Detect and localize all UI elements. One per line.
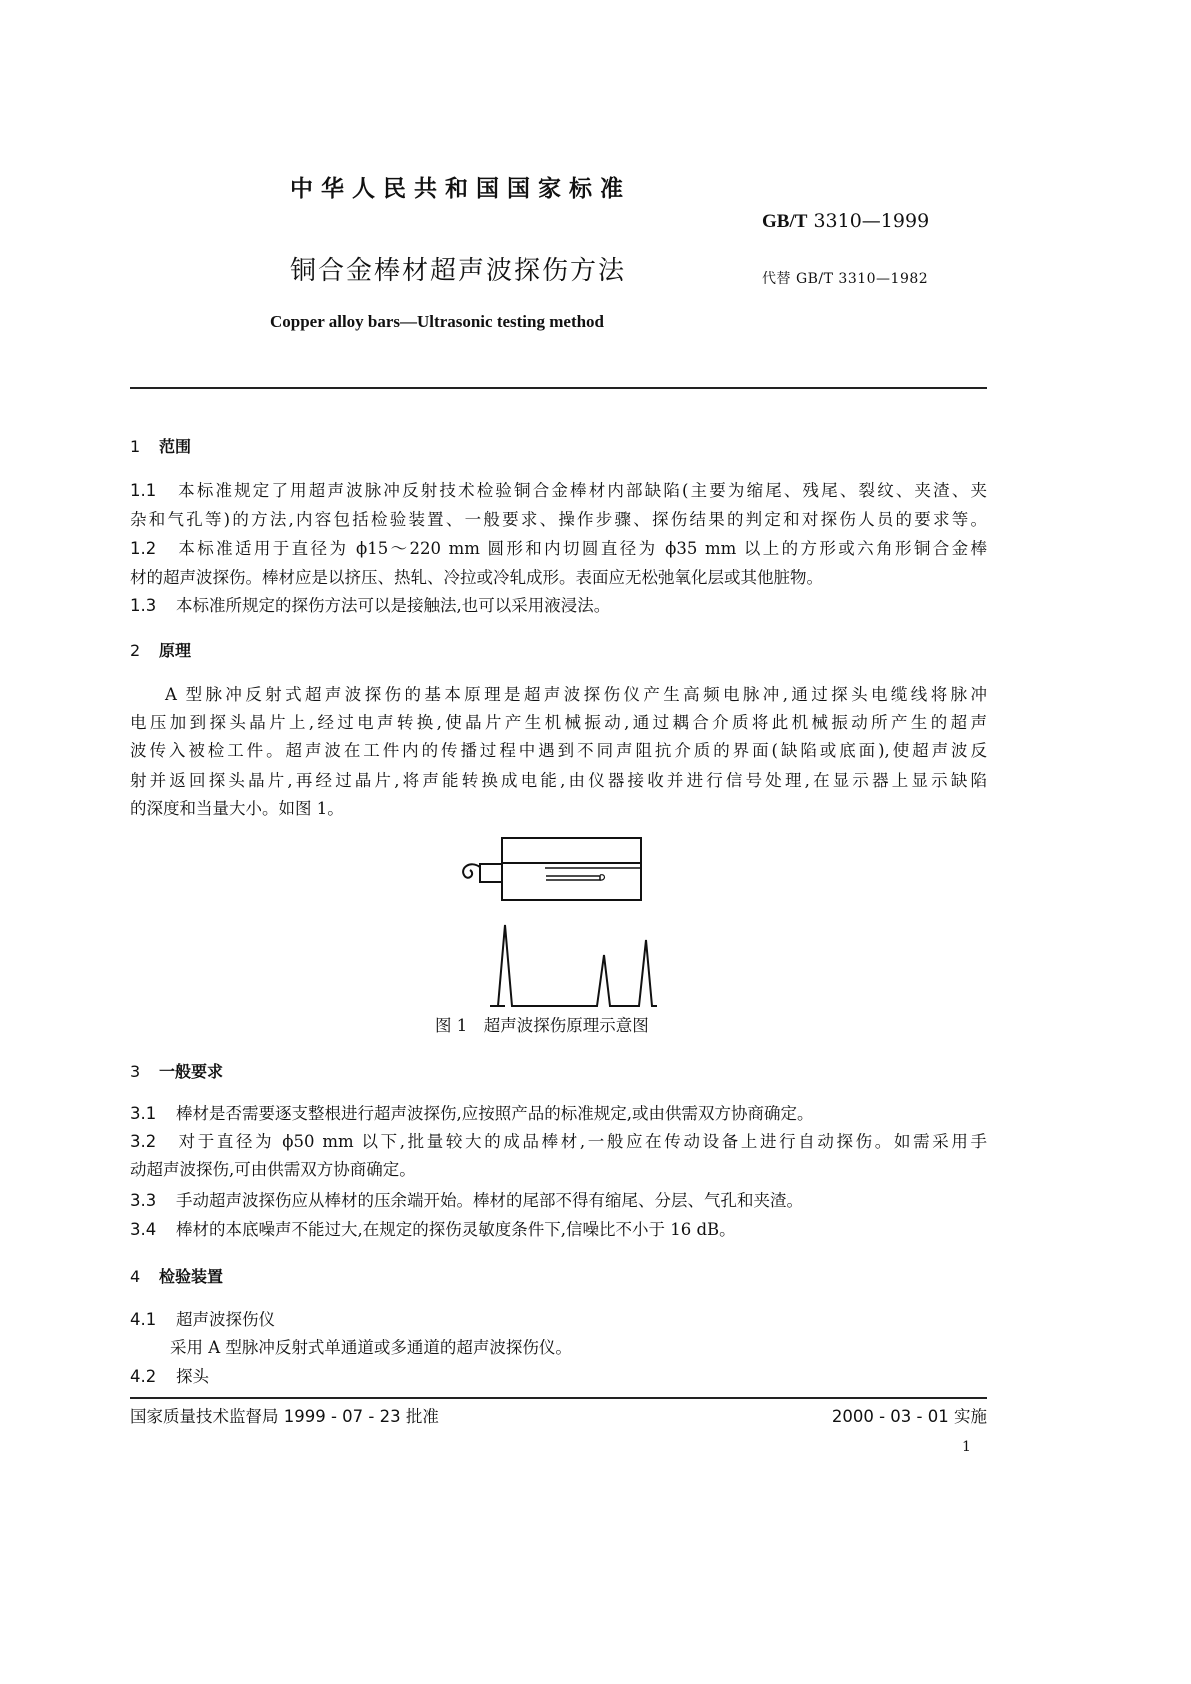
clause-line xyxy=(130,1312,987,1329)
clause-number: 4.1 xyxy=(130,1310,157,1329)
section-number: 3 xyxy=(130,1062,141,1081)
paragraph-line: 射并返回探头晶片,再经过晶片,将声能转换成电能,由仪器接收并进行信号处理,在显示器上显示缺陷 xyxy=(130,771,987,790)
clause-number: 3.3 xyxy=(130,1191,157,1210)
clause-text: 动超声波探伤,可由供需双方协商确定。 xyxy=(130,1160,416,1179)
section-title: 检验装置 xyxy=(159,1267,224,1286)
section-heading xyxy=(130,439,191,455)
section-title: 原理 xyxy=(159,641,192,660)
clause-text: 棒材是否需要逐支整根进行超声波探伤,应按照产品的标准规定,或由供需双方协商确定。 xyxy=(176,1104,814,1123)
page-number: 1 xyxy=(962,1439,971,1455)
clause-number: 3.1 xyxy=(130,1104,157,1123)
clause-text: 本标准所规定的探伤方法可以是接触法,也可以采用液浸法。 xyxy=(176,596,611,615)
paragraph-line: 电压加到探头晶片上,经过电声转换,使晶片产生机械振动,通过耦合介质将此机械振动所产生的超声 xyxy=(130,713,987,732)
section-number: 4 xyxy=(130,1267,141,1286)
clause-line xyxy=(130,541,987,558)
clause-line xyxy=(130,1134,987,1151)
clause-number: 4.2 xyxy=(130,1367,157,1386)
clause-number: 1.2 xyxy=(130,539,157,558)
clause-text: 材的超声波探伤。棒材应是以挤压、热轧、冷拉或冷轧成形。表面应无松弛氧化层或其他脏物。 xyxy=(130,568,823,587)
clause-text: 对于直径为 ϕ50 mm 以下,批量较大的成品棒材,一般应在传动设备上进行自动探伤。如需采用手 xyxy=(176,1132,987,1151)
effective-note: 2000 - 03 - 01 实施 xyxy=(831,1407,987,1426)
clause-text: 杂和气孔等)的方法,内容包括检验装置、一般要求、操作步骤、探伤结果的判定和对探伤人员的要求等。 xyxy=(130,510,987,529)
clause-number: 1.3 xyxy=(130,596,157,615)
clause-text: 手动超声波探伤应从棒材的压余端开始。棒材的尾部不得有缩尾、分层、气孔和夹渣。 xyxy=(176,1191,803,1210)
clause-text: 超声波探伤仪 xyxy=(176,1310,275,1329)
defect-line xyxy=(546,876,600,880)
section-heading xyxy=(130,643,191,659)
clause-number: 1.1 xyxy=(130,481,157,500)
clause-line xyxy=(130,1193,987,1210)
replaces-note: 代替 GB/T 3310—1982 xyxy=(762,271,929,287)
header-rule xyxy=(130,387,987,389)
clause-line xyxy=(130,598,987,615)
section-number: 2 xyxy=(130,641,141,660)
section-title: 范围 xyxy=(159,437,192,456)
clause-line xyxy=(130,1106,987,1123)
clause-line xyxy=(130,483,987,500)
clause-text: 采用 A 型脉冲反射式单通道或多通道的超声波探伤仪。 xyxy=(170,1338,572,1357)
paragraph-line: 波传入被检工件。超声波在工件内的传播过程中遇到不同声阻抗介质的界面(缺陷或底面),使超声波反 xyxy=(130,741,987,760)
section-heading xyxy=(130,1064,223,1080)
paragraph-line: 的深度和当量大小。如图 1。 xyxy=(130,799,344,818)
clause-line xyxy=(130,1162,987,1179)
standard-code xyxy=(762,212,929,231)
clause-text: 本标准规定了用超声波脉冲反射技术检验铜合金棒材内部缺陷(主要为缩尾、残尾、裂纹、夹渣、夹 xyxy=(176,481,987,500)
approval-note: 国家质量技术监督局 1999 - 07 - 23 批准 xyxy=(130,1407,439,1426)
cable-coil-icon xyxy=(463,864,480,877)
code-prefix: GB/T xyxy=(762,211,808,232)
clause-line xyxy=(130,570,987,587)
probe-icon xyxy=(480,864,502,882)
national-standard-heading: 中华人民共和国国家标准 xyxy=(290,176,631,202)
workpiece-outline xyxy=(502,838,641,900)
clause-text: 棒材的本底噪声不能过大,在规定的探伤灵敏度条件下,信噪比不小于 16 dB。 xyxy=(176,1220,736,1239)
clause-line xyxy=(130,1369,987,1386)
clause-line xyxy=(170,1340,992,1357)
clause-text: 本标准适用于直径为 ϕ15～220 mm 圆形和内切圆直径为 ϕ35 mm 以上的方形或六角形铜合金棒 xyxy=(176,539,987,558)
english-title: Copper alloy bars—Ultrasonic testing method xyxy=(270,312,605,331)
clause-text: 探头 xyxy=(176,1367,209,1386)
section-heading xyxy=(130,1269,223,1285)
paragraph-line: A 型脉冲反射式超声波探伤的基本原理是超声波探伤仪产生高频电脉冲,通过探头电缆线将脉冲 xyxy=(165,685,987,704)
clause-line xyxy=(130,512,987,529)
section-title: 一般要求 xyxy=(159,1062,224,1081)
footer-rule xyxy=(130,1397,987,1399)
clause-number: 3.2 xyxy=(130,1132,157,1151)
ultrasonic-principle-figure xyxy=(440,830,680,1015)
figure-caption: 图 1 超声波探伤原理示意图 xyxy=(435,1016,649,1035)
section-number: 1 xyxy=(130,437,141,456)
code-number: 3310—1999 xyxy=(813,210,930,232)
echo-waveform xyxy=(498,925,657,1006)
document-title: 铜合金棒材超声波探伤方法 xyxy=(290,256,627,286)
clause-number: 3.4 xyxy=(130,1220,157,1239)
clause-line xyxy=(130,1222,987,1239)
